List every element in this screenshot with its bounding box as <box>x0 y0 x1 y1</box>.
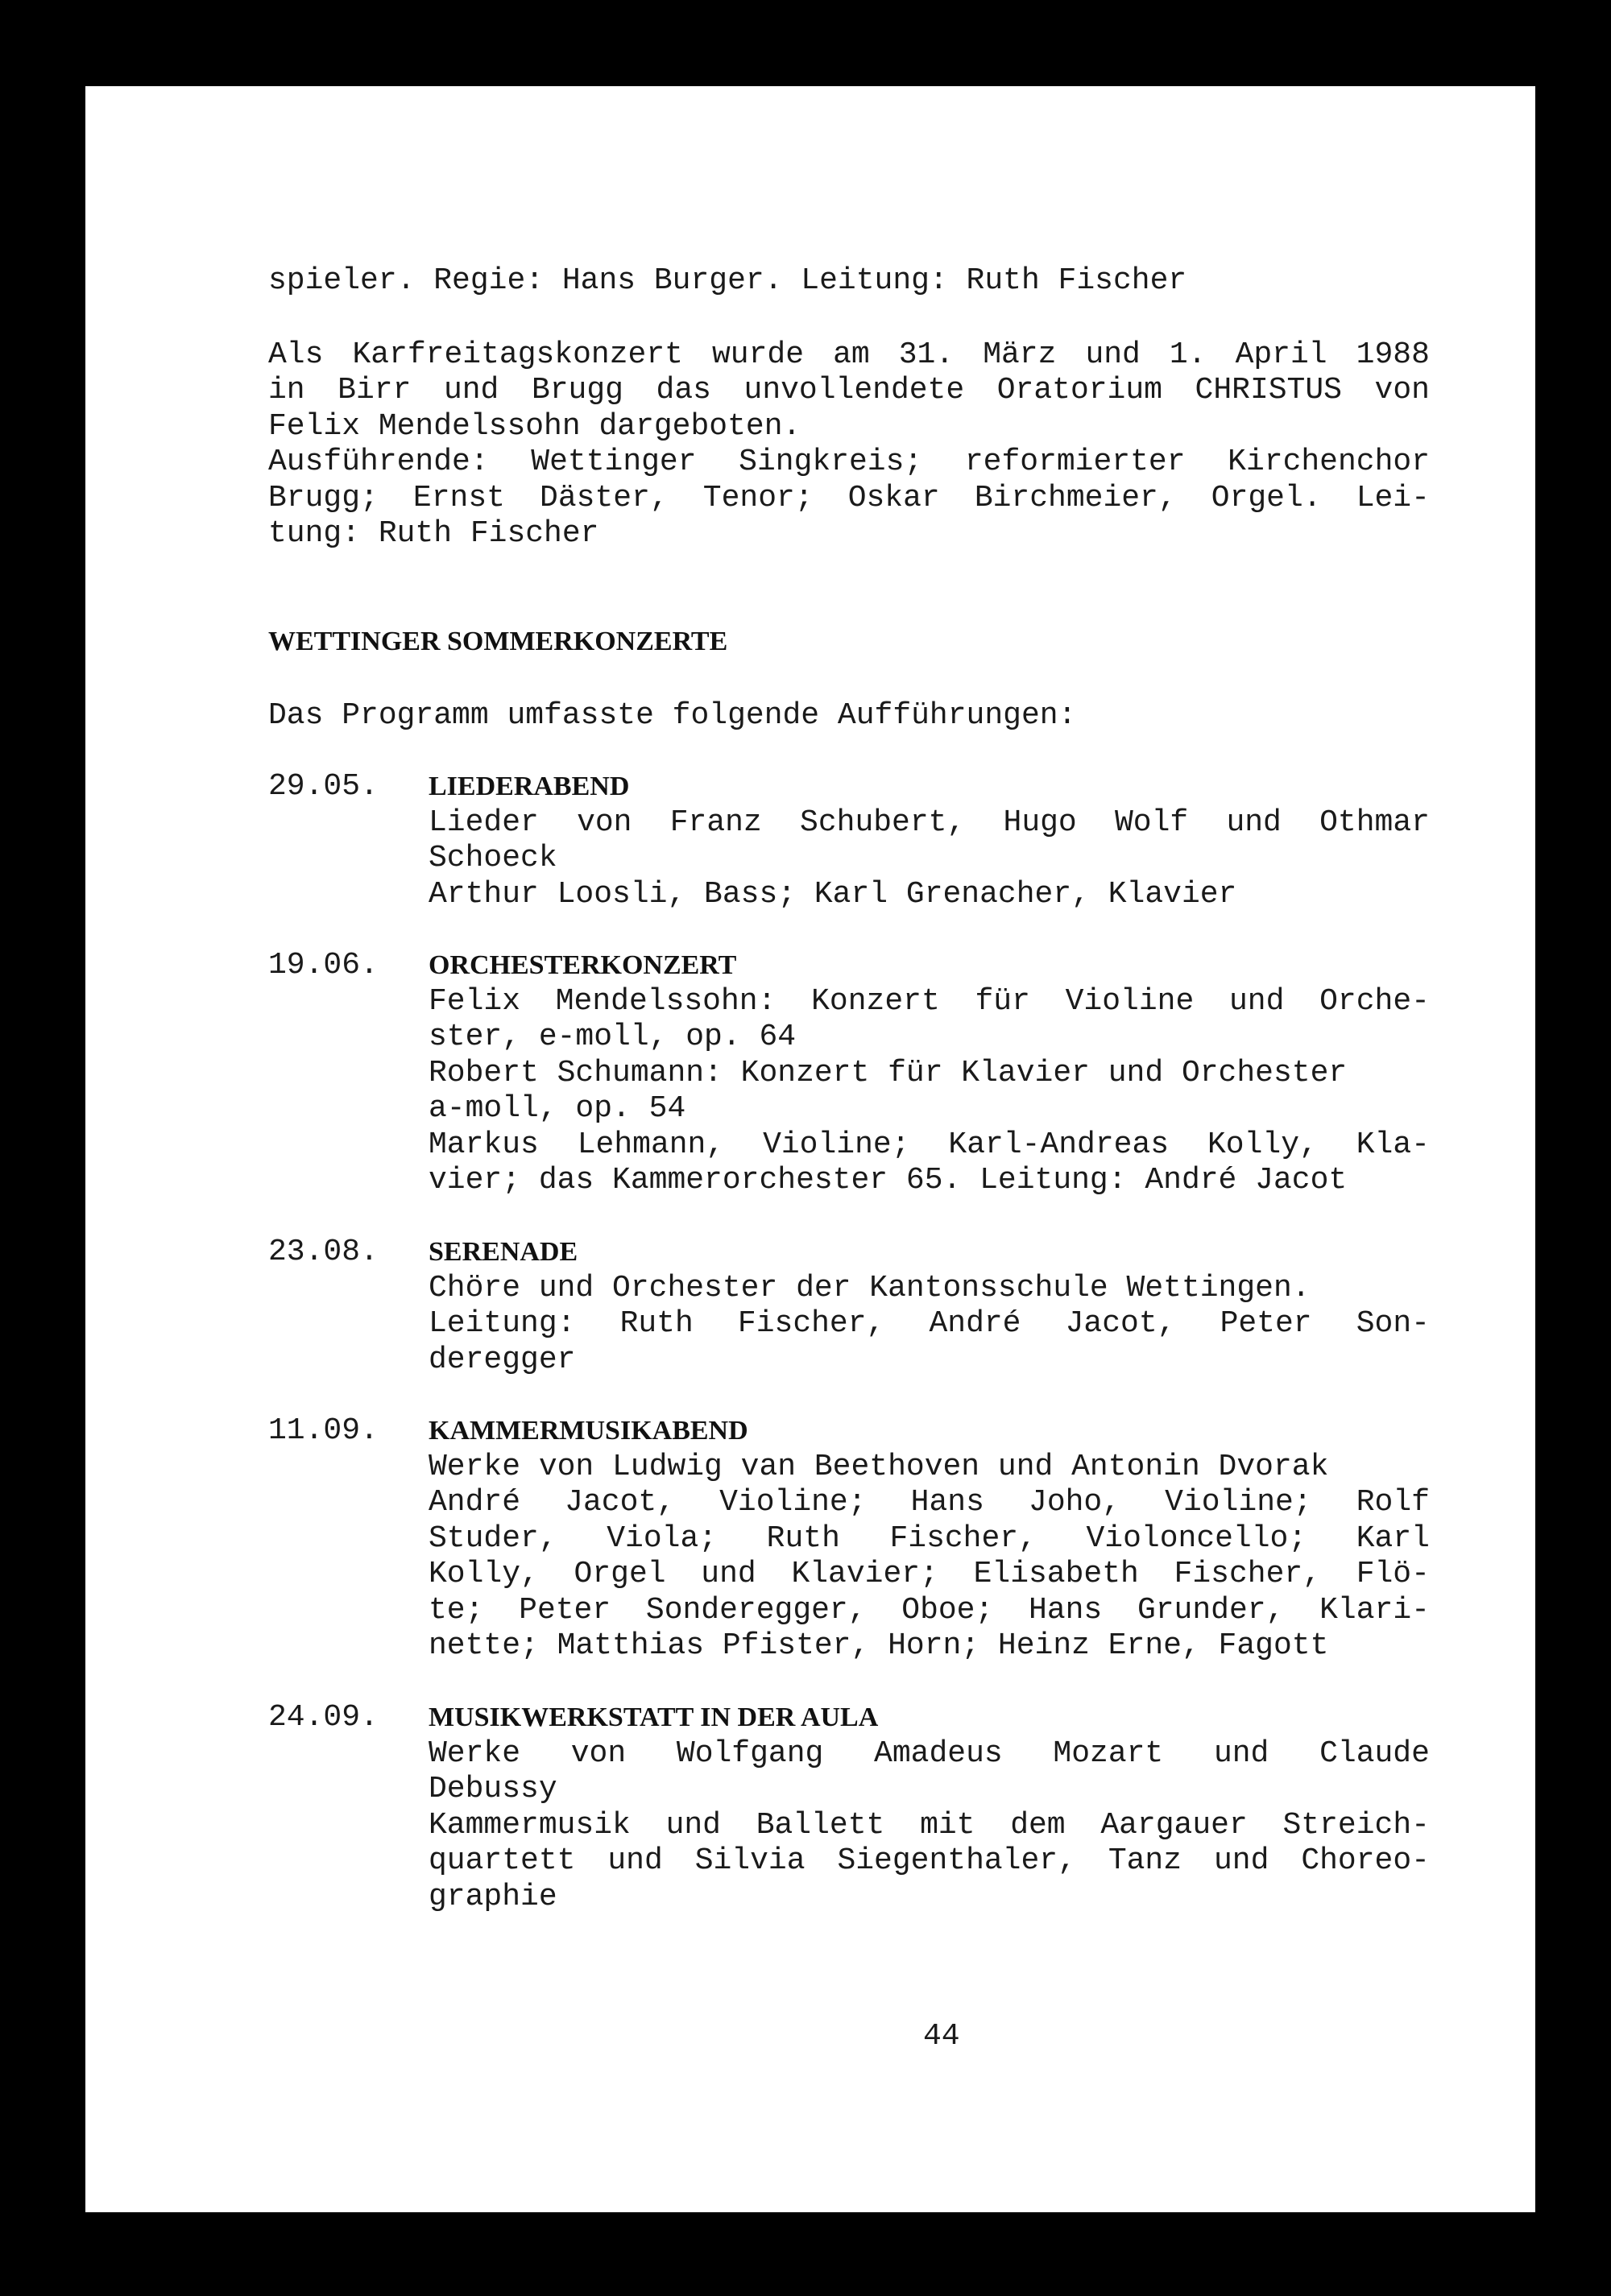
event-line: Studer, Viola; Ruth Fischer, Violoncello; Karl <box>429 1520 1430 1556</box>
event-line: Werke von Ludwig van Beethoven und Antonin Dvorak <box>429 1449 1329 1484</box>
event-date: 29.05. <box>268 769 379 804</box>
event-date: 24.09. <box>268 1700 379 1735</box>
event-line: Arthur Loosli, Bass; Karl Grenacher, Klavier <box>429 876 1237 912</box>
program-intro: Das Programm umfasste folgende Aufführungen: <box>268 698 1077 733</box>
event-line: Lieder von Franz Schubert, Hugo Wolf und Othmar <box>429 805 1430 840</box>
event-title: SERENADE <box>429 1237 578 1267</box>
event-line: Kammermusik und Ballett mit dem Aargauer Streich- <box>429 1807 1430 1843</box>
intro-line: Als Karfreitagskonzert wurde am 31. März und 1. April 1988 <box>268 337 1430 372</box>
event-line: ster, e-moll, op. 64 <box>429 1020 797 1054</box>
intro-line: Brugg; Ernst Däster, Tenor; Oskar Birchmeier, Orgel. Lei- <box>268 481 1430 515</box>
event-line: nette; Matthias Pfister, Horn; Heinz Erne, Fagott <box>429 1628 1329 1663</box>
intro-line: Felix Mendelssohn dargeboten. <box>268 409 801 444</box>
document-page <box>85 86 1535 2212</box>
intro-line: tung: Ruth Fischer <box>268 516 599 551</box>
event-date: 23.08. <box>268 1235 379 1269</box>
event-line: Kolly, Orgel und Klavier; Elisabeth Fischer, Flö- <box>429 1557 1430 1591</box>
event-title: LIEDERABEND <box>429 772 630 801</box>
intro-line: spieler. Regie: Hans Burger. Leitung: Ruth Fischer <box>268 263 1187 298</box>
event-title: KAMMERMUSIKABEND <box>429 1416 748 1446</box>
event-line: deregger <box>429 1342 576 1377</box>
event-line: Chöre und Orchester der Kantonsschule Wettingen. <box>429 1270 1311 1305</box>
event-title: MUSIKWERKSTATT IN DER AULA <box>429 1702 879 1732</box>
event-date: 19.06. <box>268 948 379 983</box>
event-line: quartett und Silvia Siegenthaler, Tanz und Choreo- <box>429 1843 1430 1878</box>
section-heading: WETTINGER SOMMERKONZERTE <box>268 627 728 656</box>
event-line: Schoeck <box>429 841 557 875</box>
event-line: Werke von Wolfgang Amadeus Mozart und Claude <box>429 1735 1430 1771</box>
event-line: a-moll, op. 54 <box>429 1091 686 1126</box>
event-line: André Jacot, Violine; Hans Joho, Violine; Rolf <box>429 1485 1430 1520</box>
event-line: Felix Mendelssohn: Konzert für Violine und Orche- <box>429 983 1430 1019</box>
event-line: Leitung: Ruth Fischer, André Jacot, Peter Son- <box>429 1306 1430 1341</box>
event-date: 11.09. <box>268 1413 379 1448</box>
event-line: te; Peter Sonderegger, Oboe; Hans Grunder, Klari- <box>429 1592 1430 1628</box>
event-line: Markus Lehmann, Violine; Karl-Andreas Kolly, Kla- <box>429 1127 1430 1162</box>
event-line: Robert Schumann: Konzert für Klavier und Orchester <box>429 1055 1348 1090</box>
event-line: vier; das Kammerorchester 65. Leitung: André Jacot <box>429 1163 1348 1198</box>
page-number: 44 <box>923 2019 960 2054</box>
event-line: Debussy <box>429 1772 557 1806</box>
intro-line: in Birr und Brugg das unvollendete Oratorium CHRISTUS von <box>268 373 1430 407</box>
intro-line: Ausführende: Wettinger Singkreis; reformierter Kirchenchor <box>268 445 1430 479</box>
event-title: ORCHESTERKONZERT <box>429 950 737 980</box>
event-line: graphie <box>429 1879 557 1914</box>
